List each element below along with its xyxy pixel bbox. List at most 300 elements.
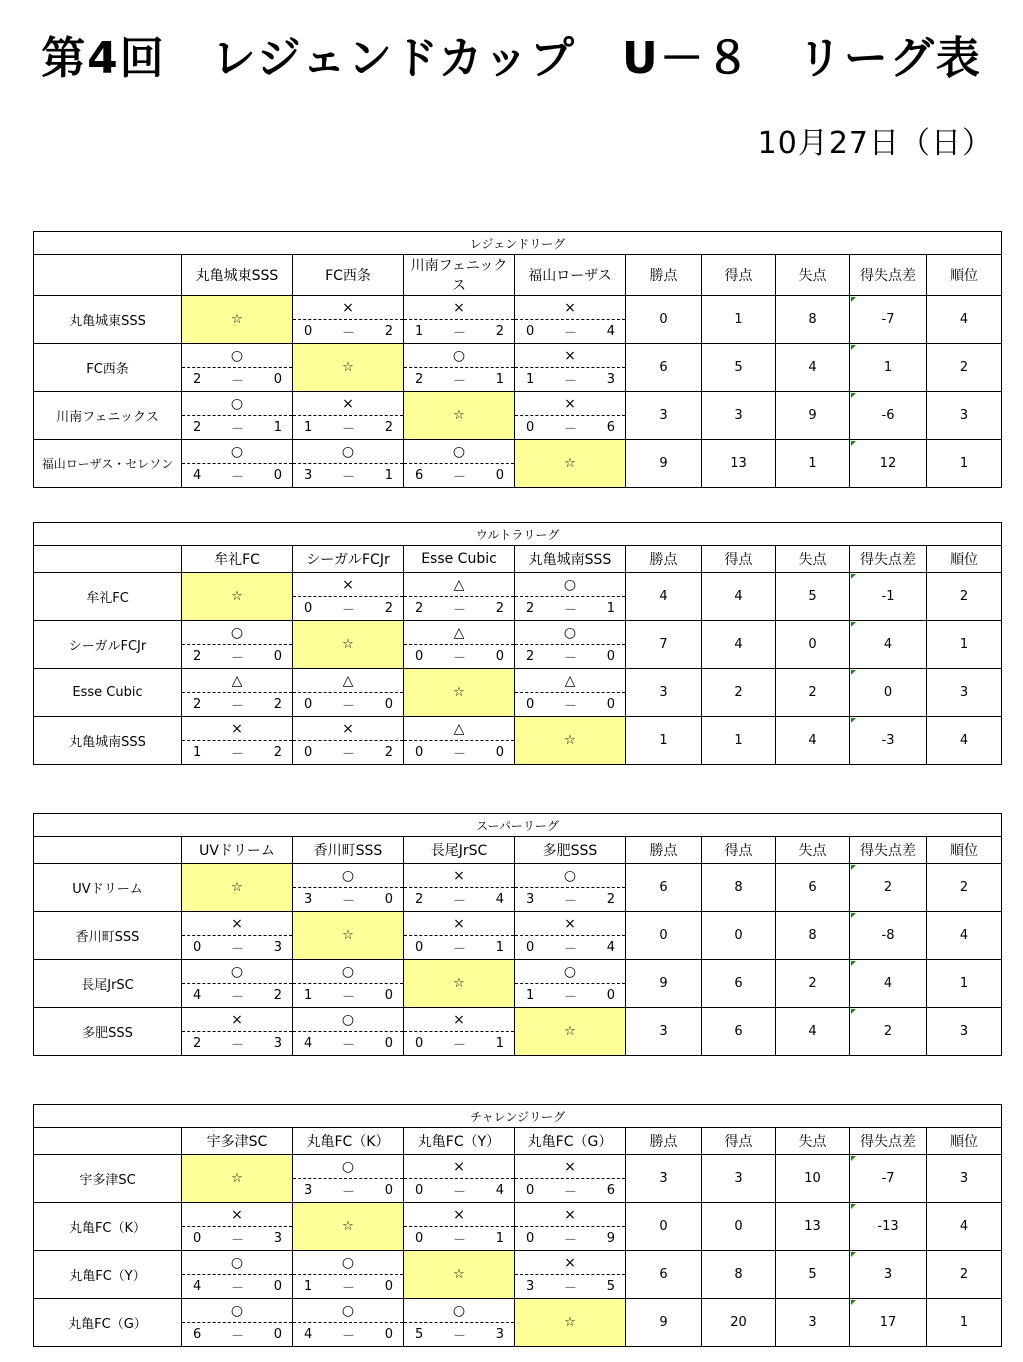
score: [515, 693, 625, 716]
score-against: 1: [273, 420, 282, 435]
score: [404, 936, 514, 959]
score-for: 4: [193, 988, 202, 1003]
goals-for: 8: [702, 1251, 776, 1299]
score-for: 1: [415, 324, 424, 339]
score-against: 0: [384, 988, 393, 1003]
goals-against: 1: [776, 440, 850, 488]
score: [293, 1032, 403, 1055]
goals-against: 4: [776, 344, 850, 392]
result-symbol: ×: [515, 344, 625, 368]
match-result: [182, 392, 293, 440]
result-symbol: ○: [293, 1251, 403, 1275]
score-for: 5: [415, 1327, 424, 1342]
league-name: レジェンドリーグ: [34, 232, 1002, 255]
score: [182, 741, 292, 764]
score-against: 4: [606, 324, 615, 339]
points: 3: [626, 669, 702, 717]
score: [515, 416, 625, 439]
result-symbol: ×: [404, 864, 514, 888]
match-result: [293, 864, 404, 912]
score: [404, 464, 514, 487]
table-row: [34, 960, 1002, 1008]
score: [293, 1275, 403, 1298]
score-against: 3: [273, 940, 282, 955]
match-result: [404, 344, 515, 392]
match-result: [515, 392, 626, 440]
match-result: [515, 1203, 626, 1251]
match-result: [182, 669, 293, 717]
match-result: [293, 717, 404, 765]
goals-for: 3: [702, 1155, 776, 1203]
score-against: 1: [384, 468, 393, 483]
rank: 3: [927, 1008, 1002, 1056]
result-symbol: ○: [182, 440, 292, 464]
result-symbol: ×: [182, 717, 292, 741]
score-against: 5: [606, 1279, 615, 1294]
score: [293, 741, 403, 764]
cell-marker: [851, 718, 856, 723]
score-for: 0: [526, 324, 535, 339]
cell-marker: [851, 1252, 856, 1257]
goals-against: 13: [776, 1203, 850, 1251]
match-result: [404, 621, 515, 669]
score-dash: －: [230, 374, 244, 389]
score-against: 3: [273, 1231, 282, 1246]
result-symbol: ○: [515, 864, 625, 888]
team-name: 川南フェニックス: [34, 392, 182, 440]
goal-difference-cell: [850, 1251, 927, 1299]
score-dash: －: [563, 942, 577, 957]
score-dash: －: [230, 747, 244, 762]
score-against: 1: [606, 601, 615, 616]
score: [182, 416, 292, 439]
score-dash: －: [452, 1329, 466, 1344]
score-for: 0: [415, 1231, 424, 1246]
score-against: 0: [495, 745, 504, 760]
goals-for: 6: [702, 960, 776, 1008]
stat-header: 順位: [927, 837, 1002, 864]
score-for: 1: [193, 745, 202, 760]
stat-header: 順位: [927, 1128, 1002, 1155]
score: [293, 416, 403, 439]
match-result: [404, 717, 515, 765]
goals-against: 0: [776, 621, 850, 669]
score-for: 3: [526, 892, 535, 907]
result-symbol: ×: [404, 912, 514, 936]
score-dash: －: [563, 374, 577, 389]
score-dash: －: [341, 1329, 355, 1344]
goals-against: 2: [776, 669, 850, 717]
opponent-header: 丸亀城東SSS: [182, 255, 293, 296]
score: [293, 597, 403, 620]
score-against: 0: [606, 697, 615, 712]
score-for: 2: [526, 649, 535, 664]
goal-difference: 17: [879, 1315, 897, 1330]
points: 0: [626, 296, 702, 344]
result-symbol: ×: [404, 1155, 514, 1179]
score-for: 0: [526, 940, 535, 955]
score: [293, 693, 403, 716]
cell-marker: [851, 961, 856, 966]
score-against: 0: [384, 1279, 393, 1294]
self-match-star: ☆: [182, 1155, 293, 1203]
result-symbol: △: [515, 669, 625, 693]
goal-difference-cell: [850, 1155, 927, 1203]
score: [182, 984, 292, 1007]
cell-marker: [851, 1156, 856, 1161]
result-symbol: △: [293, 669, 403, 693]
match-result: [293, 1008, 404, 1056]
match-result: [515, 621, 626, 669]
score-against: 0: [273, 1327, 282, 1342]
score-dash: －: [563, 603, 577, 618]
score-dash: －: [563, 990, 577, 1005]
match-result: [182, 960, 293, 1008]
result-symbol: △: [182, 669, 292, 693]
score-for: 1: [526, 372, 535, 387]
score-dash: －: [230, 651, 244, 666]
team-name: 丸亀城東SSS: [34, 296, 182, 344]
score: [515, 368, 625, 391]
team-name: 香川町SSS: [34, 912, 182, 960]
self-match-star: ☆: [182, 296, 293, 344]
score: [404, 1323, 514, 1346]
rank: 4: [927, 1203, 1002, 1251]
score-against: 3: [606, 372, 615, 387]
score: [293, 1323, 403, 1346]
score: [182, 645, 292, 668]
score-against: 0: [273, 372, 282, 387]
score-for: 1: [304, 420, 313, 435]
score-against: 0: [606, 988, 615, 1003]
team-name: 丸亀FC（Y）: [34, 1251, 182, 1299]
table-row: [34, 1251, 1002, 1299]
goal-difference: 4: [883, 637, 893, 652]
match-result: [404, 440, 515, 488]
score-dash: －: [452, 747, 466, 762]
stat-header: 得失点差: [850, 546, 927, 573]
result-symbol: ×: [293, 392, 403, 416]
table-row: [34, 864, 1002, 912]
score-for: 6: [415, 468, 424, 483]
score-against: 6: [606, 1183, 615, 1198]
score-against: 9: [606, 1231, 615, 1246]
score-against: 0: [384, 1327, 393, 1342]
score-for: 0: [526, 697, 535, 712]
score-against: 0: [384, 1183, 393, 1198]
goal-difference-cell: [850, 1299, 927, 1347]
rank: 1: [927, 960, 1002, 1008]
score-for: 3: [304, 468, 313, 483]
score-against: 2: [606, 892, 615, 907]
rank: 2: [927, 864, 1002, 912]
goal-difference: 12: [879, 456, 897, 471]
opponent-header: 宇多津SC: [182, 1128, 293, 1155]
goal-difference-cell: [850, 717, 927, 765]
goals-against: 9: [776, 392, 850, 440]
cell-marker: [851, 1204, 856, 1209]
score-dash: －: [452, 326, 466, 341]
points: 9: [626, 1299, 702, 1347]
score-against: 0: [384, 697, 393, 712]
goals-for: 4: [702, 621, 776, 669]
opponent-header: 丸亀城南SSS: [515, 546, 626, 573]
score-against: 6: [606, 420, 615, 435]
stat-header: 勝点: [626, 1128, 702, 1155]
result-symbol: ○: [182, 1299, 292, 1323]
score-dash: －: [341, 1185, 355, 1200]
match-result: [515, 669, 626, 717]
score-dash: －: [452, 651, 466, 666]
team-name: 丸亀城南SSS: [34, 717, 182, 765]
score-against: 0: [273, 1279, 282, 1294]
table-row: [34, 669, 1002, 717]
rank: 3: [927, 669, 1002, 717]
score: [182, 464, 292, 487]
result-symbol: ×: [404, 1203, 514, 1227]
score: [404, 645, 514, 668]
self-match-star: ☆: [515, 717, 626, 765]
match-result: [182, 344, 293, 392]
result-symbol: ○: [515, 621, 625, 645]
opponent-header: UVドリーム: [182, 837, 293, 864]
table-row: [34, 296, 1002, 344]
league-name: チャレンジリーグ: [34, 1105, 1002, 1128]
match-result: [293, 392, 404, 440]
match-result: [293, 1155, 404, 1203]
goal-difference-cell: [850, 344, 927, 392]
score-for: 0: [304, 324, 313, 339]
goals-against: 5: [776, 1251, 850, 1299]
goal-difference-cell: [850, 296, 927, 344]
rank: 3: [927, 1155, 1002, 1203]
score-against: 0: [606, 649, 615, 664]
match-result: [515, 296, 626, 344]
score-against: 2: [273, 697, 282, 712]
result-symbol: ×: [293, 717, 403, 741]
score-against: 2: [495, 324, 504, 339]
table-row: [34, 717, 1002, 765]
score: [182, 1032, 292, 1055]
score: [515, 1227, 625, 1250]
goal-difference: -3: [881, 733, 895, 748]
rank: 2: [927, 1251, 1002, 1299]
score-for: 2: [193, 1036, 202, 1051]
goals-for: 5: [702, 344, 776, 392]
score-for: 0: [193, 1231, 202, 1246]
score: [404, 741, 514, 764]
points: 7: [626, 621, 702, 669]
score: [182, 1275, 292, 1298]
score-for: 2: [193, 697, 202, 712]
match-result: [293, 1299, 404, 1347]
header-corner: [34, 255, 182, 296]
points: 3: [626, 1008, 702, 1056]
table-row: [34, 392, 1002, 440]
score-against: 0: [273, 468, 282, 483]
score-dash: －: [452, 374, 466, 389]
score-dash: －: [341, 470, 355, 485]
score-for: 4: [193, 1279, 202, 1294]
score-against: 3: [495, 1327, 504, 1342]
score: [515, 597, 625, 620]
result-symbol: ×: [404, 296, 514, 320]
score-for: 2: [415, 601, 424, 616]
rank: 2: [927, 573, 1002, 621]
points: 1: [626, 717, 702, 765]
score-dash: －: [230, 470, 244, 485]
self-match-star: ☆: [404, 1251, 515, 1299]
match-result: [182, 621, 293, 669]
score: [515, 936, 625, 959]
result-symbol: ×: [293, 573, 403, 597]
goal-difference-cell: [850, 440, 927, 488]
header-corner: [34, 1128, 182, 1155]
score-dash: －: [452, 603, 466, 618]
result-symbol: ○: [182, 344, 292, 368]
score: [182, 693, 292, 716]
score-for: 0: [526, 1231, 535, 1246]
score-for: 0: [304, 745, 313, 760]
score-against: 0: [495, 468, 504, 483]
result-symbol: ○: [293, 960, 403, 984]
score-for: 2: [193, 649, 202, 664]
match-result: [293, 296, 404, 344]
goal-difference-cell: [850, 621, 927, 669]
team-name: 丸亀FC（K）: [34, 1203, 182, 1251]
self-match-star: ☆: [404, 669, 515, 717]
match-result: [182, 912, 293, 960]
points: 0: [626, 912, 702, 960]
match-result: [404, 1008, 515, 1056]
opponent-header: 長尾JrSC: [404, 837, 515, 864]
score: [182, 1227, 292, 1250]
league-name: スーパーリーグ: [34, 814, 1002, 837]
cell-marker: [851, 393, 856, 398]
team-name: 長尾JrSC: [34, 960, 182, 1008]
score: [404, 597, 514, 620]
result-symbol: ×: [182, 1203, 292, 1227]
result-symbol: ×: [515, 912, 625, 936]
self-match-star: ☆: [515, 1299, 626, 1347]
score: [515, 984, 625, 1007]
stat-header: 得点: [702, 837, 776, 864]
goal-difference: -1: [881, 589, 895, 604]
score-dash: －: [563, 1185, 577, 1200]
result-symbol: △: [404, 717, 514, 741]
goal-difference: 2: [883, 880, 893, 895]
self-match-star: ☆: [293, 1203, 404, 1251]
match-result: [515, 1155, 626, 1203]
match-result: [515, 960, 626, 1008]
goals-against: 8: [776, 912, 850, 960]
goals-for: 4: [702, 573, 776, 621]
goal-difference: -8: [881, 928, 895, 943]
result-symbol: ×: [182, 1008, 292, 1032]
goal-difference-cell: [850, 573, 927, 621]
goal-difference-cell: [850, 392, 927, 440]
team-name: シーガルFCJr: [34, 621, 182, 669]
score-for: 1: [304, 1279, 313, 1294]
score: [293, 464, 403, 487]
score: [293, 1179, 403, 1202]
self-match-star: ☆: [293, 621, 404, 669]
opponent-header: 牟礼FC: [182, 546, 293, 573]
score-for: 4: [304, 1327, 313, 1342]
team-name: Esse Cubic: [34, 669, 182, 717]
goal-difference: 2: [883, 1024, 893, 1039]
points: 4: [626, 573, 702, 621]
cell-marker: [851, 622, 856, 627]
self-match-star: ☆: [182, 864, 293, 912]
goal-difference: -7: [881, 1171, 895, 1186]
goal-difference: 3: [883, 1267, 893, 1282]
score-against: 3: [273, 1036, 282, 1051]
score-dash: －: [452, 470, 466, 485]
score-dash: －: [230, 422, 244, 437]
stat-header: 得点: [702, 546, 776, 573]
score: [182, 936, 292, 959]
match-result: [515, 912, 626, 960]
opponent-header: シーガルFCJr: [293, 546, 404, 573]
stat-header: 勝点: [626, 837, 702, 864]
stat-header: 失点: [776, 1128, 850, 1155]
match-result: [293, 440, 404, 488]
score-against: 1: [495, 1036, 504, 1051]
score-dash: －: [452, 942, 466, 957]
self-match-star: ☆: [293, 912, 404, 960]
score: [404, 888, 514, 911]
result-symbol: ○: [404, 344, 514, 368]
match-result: [182, 1299, 293, 1347]
rank: 4: [927, 717, 1002, 765]
rank: 2: [927, 344, 1002, 392]
score: [182, 1323, 292, 1346]
points: 3: [626, 1155, 702, 1203]
score-dash: －: [563, 326, 577, 341]
points: 9: [626, 960, 702, 1008]
match-result: [293, 1251, 404, 1299]
match-result: [182, 1008, 293, 1056]
opponent-header: 丸亀FC（Y）: [404, 1128, 515, 1155]
score-dash: －: [341, 1038, 355, 1053]
score-for: 4: [193, 468, 202, 483]
points: 6: [626, 1251, 702, 1299]
result-symbol: ×: [182, 912, 292, 936]
score-for: 3: [304, 892, 313, 907]
page-title: 第4回 レジェンドカップ U－８ リーグ表: [41, 33, 982, 84]
match-result: [293, 960, 404, 1008]
goals-against: 2: [776, 960, 850, 1008]
score-dash: －: [230, 1038, 244, 1053]
rank: 3: [927, 392, 1002, 440]
team-name: 牟礼FC: [34, 573, 182, 621]
stat-header: 得失点差: [850, 837, 927, 864]
league-table: [33, 522, 1002, 765]
goals-for: 6: [702, 1008, 776, 1056]
match-result: [404, 1155, 515, 1203]
event-date: 10月27日（日）: [757, 126, 993, 161]
table-row: [34, 440, 1002, 488]
goals-against: 5: [776, 573, 850, 621]
rank: 1: [927, 621, 1002, 669]
goals-for: 13: [702, 440, 776, 488]
score-dash: －: [341, 603, 355, 618]
score-for: 2: [526, 601, 535, 616]
header-corner: [34, 546, 182, 573]
score-against: 1: [495, 1231, 504, 1246]
goal-difference: 0: [883, 685, 893, 700]
